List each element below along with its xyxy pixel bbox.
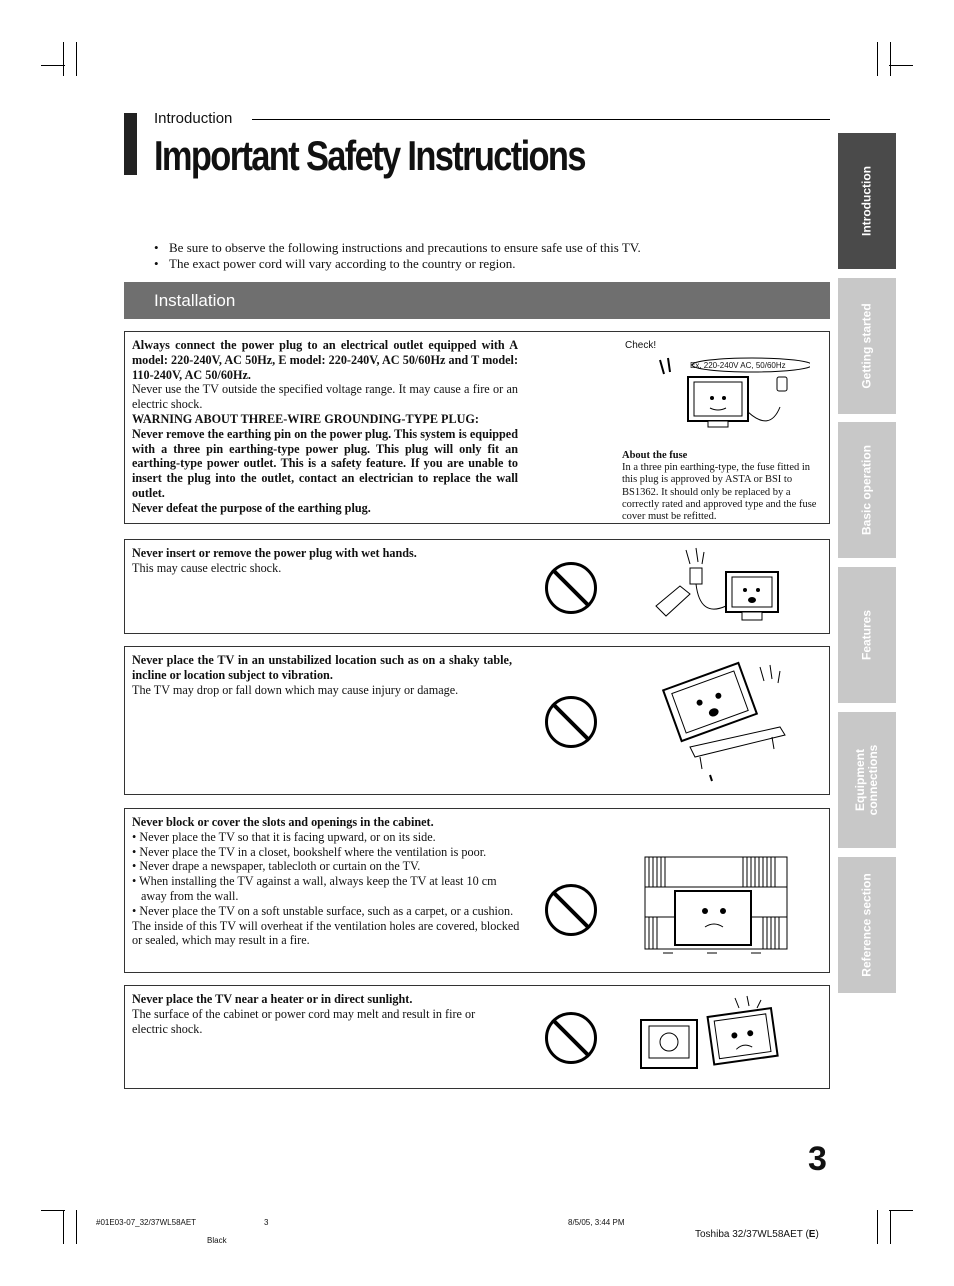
title-accent-bar	[124, 113, 137, 175]
side-tab-introduction[interactable]: Introduction	[838, 133, 896, 269]
footer-page: 3	[264, 1218, 269, 1227]
box4-heading: Never block or cover the slots and openings in the cabinet.	[132, 815, 434, 829]
footer-color: Black	[207, 1236, 227, 1245]
box2-heading: Never insert or remove the power plug with wet hands.	[132, 546, 417, 560]
check-label: Check!	[625, 340, 657, 351]
box4-body: The inside of this TV will overheat if the ventilation holes are covered, blocked or sealed, which may result in a fire.	[132, 918, 520, 948]
side-tab-reference-section[interactable]: Reference section	[838, 857, 896, 993]
safety-box-unstable	[124, 646, 830, 795]
side-tab-equipment-connections[interactable]: Equipment connections	[838, 712, 896, 848]
section-rule	[252, 119, 830, 120]
crop-mark	[877, 42, 878, 76]
installation-heading: Installation	[154, 291, 236, 310]
safety-box-power	[124, 331, 830, 524]
section-label: Introduction	[154, 110, 233, 127]
box1-normal: Never use the TV outside the specified voltage range. It may cause a fire or an electric shock.	[132, 382, 518, 412]
box4-item: • Never place the TV on a soft unstable surface, such as a carpet, or a cushion.	[132, 903, 514, 918]
prohibited-icon	[545, 1012, 597, 1064]
intro-bullet: • The exact power cord will vary according to the country or region.	[154, 256, 641, 272]
box1-bold-intro: Always connect the power plug to an electrical outlet equipped with A model: 220-240V, AC 50Hz, E model: 220-240V, AC 50/60Hz and T model: 110-240V, AC 50/60Hz.	[132, 338, 518, 382]
heater-tv-illustration	[635, 994, 785, 1078]
box5-heading: Never place the TV near a heater or in direct sunlight.	[132, 992, 413, 1006]
page-title: Important Safety Instructions	[154, 132, 585, 179]
footer-model: Toshiba 32/37WL58AET (E)	[695, 1229, 819, 1240]
box2-body: This may cause electric shock.	[132, 560, 282, 575]
box3-heading: Never place the TV in an unstabilized location such as on a shaky table, incline or location subject to vibration.	[132, 653, 512, 682]
box1-warning-body: Never remove the earthing pin on the power plug. This system is equipped with a three pin earthing-type power plug. This plug will only fit an earthing-type power outlet. This is a safety feature. If you are unable to insert the plug into the outlet, contact an electrician to replace the wall outlet.	[132, 426, 518, 500]
fuse-heading: About the fuse	[622, 450, 688, 461]
falling-tv-illustration	[640, 657, 810, 785]
crop-mark	[63, 1210, 64, 1244]
footer-date: 8/5/05, 3:44 PM	[568, 1218, 625, 1227]
crop-mark	[890, 42, 891, 76]
safety-box-heater	[124, 985, 830, 1089]
side-tab-basic-operation[interactable]: Basic operation	[838, 422, 896, 558]
prohibited-icon	[545, 884, 597, 936]
crop-mark	[890, 1210, 891, 1244]
crop-mark	[76, 42, 77, 76]
side-tab-features[interactable]: Features	[838, 567, 896, 703]
fuse-note	[622, 450, 822, 523]
page-number: 3	[808, 1140, 827, 1178]
box5-body: The surface of the cabinet or power cord may melt and result in fire or electric shock.	[132, 1006, 476, 1036]
intro-bullet: • Be sure to observe the following instructions and precautions to ensure safe use of this TV.	[154, 240, 641, 256]
footer-file: #01E03-07_32/37WL58AET	[96, 1218, 197, 1227]
box4-item: • Never place the TV in a closet, bookshelf where the ventilation is poor.	[132, 844, 487, 859]
box4-item: • When installing the TV against a wall, always keep the TV at least 10 cm away from the wall.	[132, 874, 497, 903]
voltage-callout: Ex. 220-240V AC, 50/60Hz	[690, 361, 786, 370]
bookshelf-tv-illustration	[643, 853, 789, 961]
crop-mark	[41, 65, 65, 66]
crop-mark	[889, 1210, 913, 1211]
installation-heading-bar	[124, 282, 830, 319]
crop-mark	[76, 1210, 77, 1244]
side-tab-getting-started[interactable]: Getting started	[838, 278, 896, 414]
safety-box-ventilation	[124, 808, 830, 973]
intro-bullets	[154, 240, 641, 271]
box4-item: • Never place the TV so that it is facing upward, or on its side.	[132, 829, 436, 844]
box4-text	[132, 815, 522, 948]
box3-text	[132, 653, 512, 697]
box2-text	[132, 546, 532, 576]
crop-mark	[41, 1210, 65, 1211]
box1-warning-last: Never defeat the purpose of the earthing plug.	[132, 500, 371, 515]
box5-text	[132, 992, 512, 1036]
wet-hands-illustration	[650, 546, 800, 630]
box1-warning-heading: WARNING ABOUT THREE-WIRE GROUNDING-TYPE PLUG:	[132, 411, 479, 426]
prohibited-icon	[545, 696, 597, 748]
box3-body: The TV may drop or fall down which may cause injury or damage.	[132, 682, 459, 697]
box1-text	[132, 338, 518, 516]
crop-mark	[889, 65, 913, 66]
prohibited-icon	[545, 562, 597, 614]
safety-box-wet-hands	[124, 539, 830, 634]
box4-item: • Never drape a newspaper, tablecloth or curtain on the TV.	[132, 859, 421, 874]
crop-mark	[63, 42, 64, 76]
crop-mark	[877, 1210, 878, 1244]
fuse-body: In a three pin earthing-type, the fuse fitted in this plug is approved by ASTA or BSI to BS1362. It should only be replaced by a correctly rated and approved type and the fuse cover must be refitted.	[622, 462, 817, 523]
